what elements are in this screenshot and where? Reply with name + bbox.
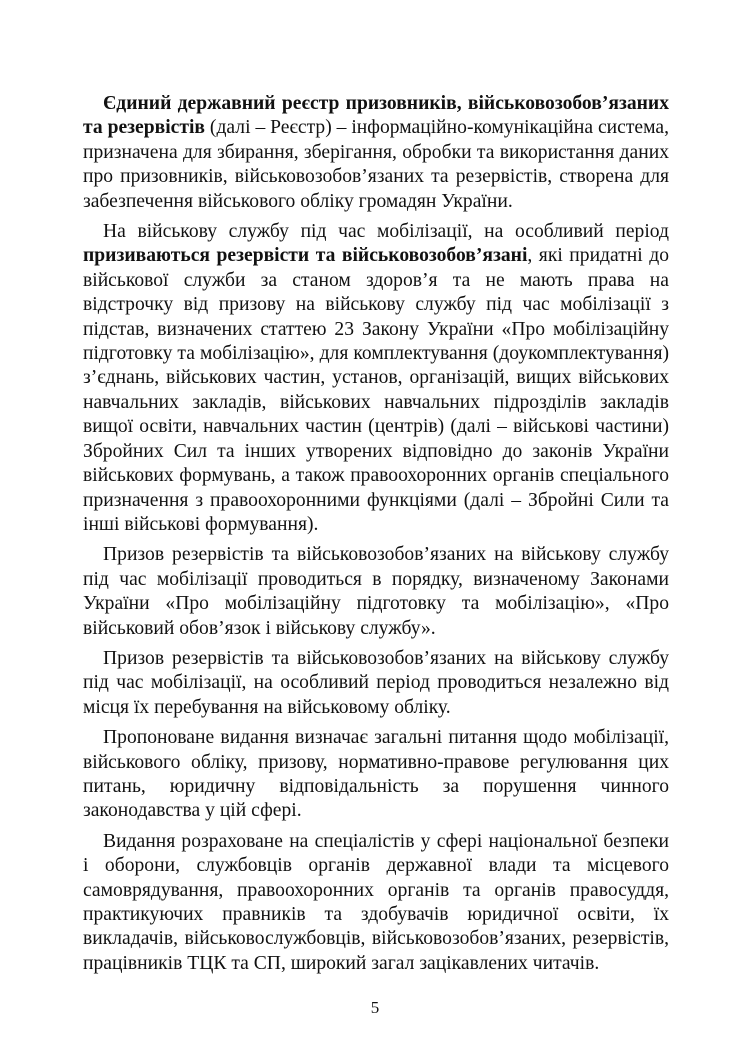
paragraph-conscription-location: [83, 647, 669, 720]
page-number: 5: [370, 998, 380, 1017]
procedure-text: Призов резервістів та військовозобов’язаних на військову службу під час мобілізації проводиться в порядку, визначеному Законами України «Про мобілізаційну підготовку та мобілізацію», «Про військовий обов’язок і військову службу».: [83, 544, 669, 639]
paragraph-target-audience: [83, 830, 669, 976]
registry-definition-text: (далі – Реєстр) – інформаційно-комунікаційна система, призначена для збирання, зберігання, обробки та використання даних про призовників, військовозобов’язаних та резервістів, створена для забезпечення військового обліку громадян України.: [83, 117, 669, 212]
registry-term: Єдиний державний реєстр призовників, військовозобов’язаних та резервістів: [83, 93, 669, 139]
paragraph-conscription-procedure: [83, 543, 669, 641]
conscription-text-before: На військову службу під час мобілізації, на особливий період: [103, 221, 669, 243]
audience-text: Видання розраховане на спеціалістів у сфері національної безпеки і оборони, службовців органів державної влади та місцевого самоврядування, правоохоронних органів та органів правосуддя, практикуючих правників та здобувачів юридичної освіти, їх викладачів, військовослужбовців, військовозобов’язаних, резервістів, працівників ТЦК та СП, широкий загал зацікавлених читачів.: [83, 830, 669, 974]
paragraph-registry-definition: [83, 92, 669, 214]
document-body: [83, 92, 669, 982]
scope-text: Пропоноване видання визначає загальні питання щодо мобілізації, військового обліку, призову, нормативно-правове регулювання цих питань, юридичну відповідальність за порушення чинного законодавства у цій сфері.: [83, 727, 669, 822]
conscription-text-after: , які придатні до військової служби за станом здоров’я та не мають права на відстрочку від призову на військову службу під час мобілізації з підстав, визначених статтею 23 Закону України «Про мобілізаційну підготовку та мобілізацію», для комплектування (доукомплектування) з’єднань, військових частин, установ, організацій, вищих військових навчальних закладів, військових навчальних підрозділів закладів вищої освіти, навчальних частин (центрів) (далі – військові частини) Збройних Сил та інших утворених відповідно до законів України військових формувань, а також правоохоронних органів спеціального призначення з правоохоронними функціями (далі – Збройні Сили та інші військові формування).: [83, 245, 669, 535]
paragraph-mobilization-conscription: [83, 220, 669, 537]
location-text: Призов резервістів та військовозобов’язаних на військову службу під час мобілізації, на особливий період проводиться незалежно від місця їх перебування на військовому обліку.: [83, 647, 669, 718]
conscription-bold-phrase: призиваються резервісти та військовозобов’язані: [83, 245, 528, 267]
paragraph-publication-scope: [83, 726, 669, 824]
